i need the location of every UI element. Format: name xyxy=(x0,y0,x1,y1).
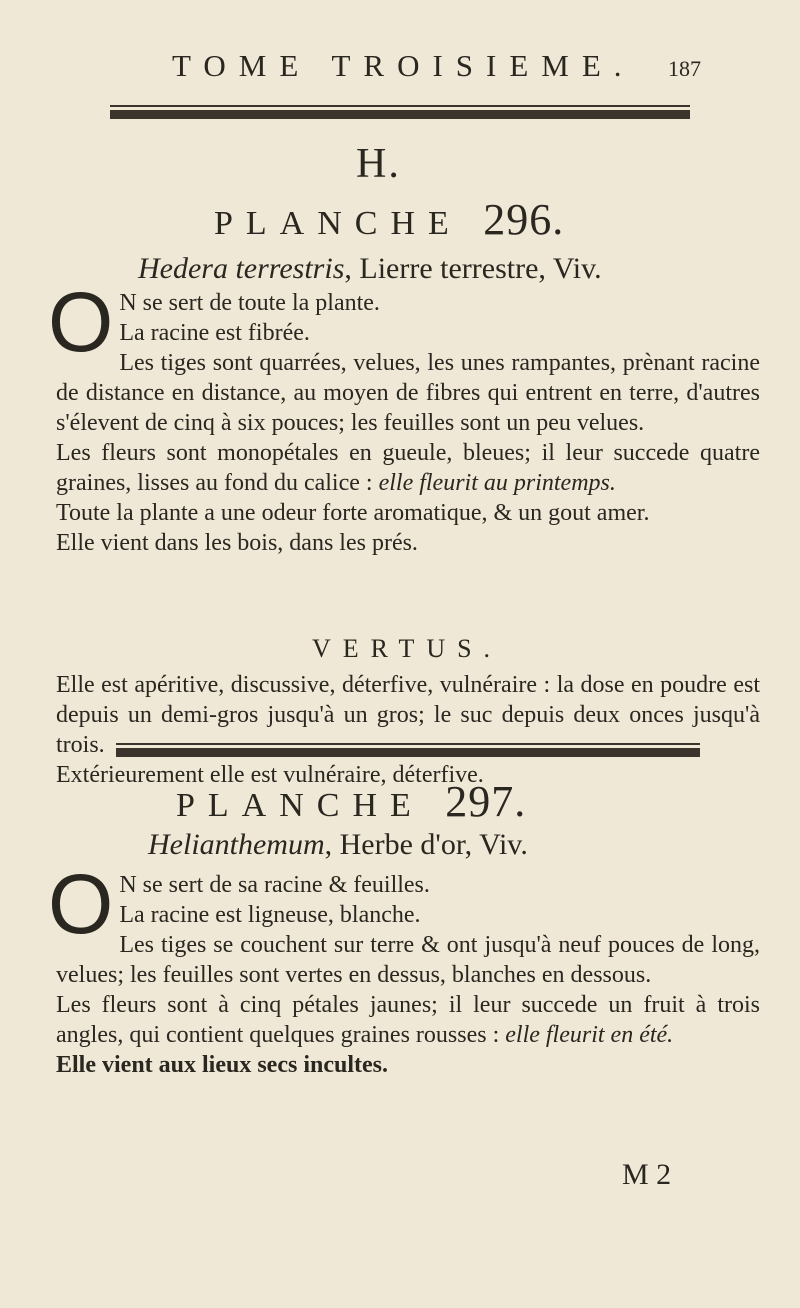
paragraph: Extérieurement elle est vulnéraire, déterfive. xyxy=(56,762,484,788)
latin-name: Helianthemum xyxy=(148,828,325,861)
paragraph: Elle vient aux lieux secs incultes. xyxy=(56,1052,388,1078)
paragraph-text: Les fleurs sont à cinq pétales jaunes; il leur succede un fruit à trois angles, qui contient quelques graines rousses : xyxy=(56,992,760,1048)
plate-number: 296. xyxy=(483,195,565,244)
plate-label: PLANCHE xyxy=(176,787,424,824)
paragraph: Toute la plante a une odeur forte aromatique, & un gout amer. xyxy=(56,500,650,526)
vertus-heading: VERTUS. xyxy=(312,634,503,663)
paragraph: Elle vient dans les bois, dans les prés. xyxy=(56,530,418,556)
top-ornamental-rule xyxy=(110,110,690,119)
paragraph: N se sert de toute la plante. xyxy=(119,290,380,316)
common-name: , Herbe d'or, Viv. xyxy=(324,828,528,861)
middle-ornamental-rule xyxy=(116,748,700,757)
plate-number: 297. xyxy=(445,777,527,826)
latin-name: Hedera terrestris xyxy=(138,252,345,285)
plate-label: PLANCHE xyxy=(214,205,462,242)
plate-296-heading xyxy=(214,194,564,245)
paragraph: Elle est apéritive, discussive, déterfive, vulnéraire : la dose en poudre est depuis un demi-gros jusqu'à un gros; le suc depuis deux onces jusqu'à trois. xyxy=(56,672,760,758)
drop-cap-o: O xyxy=(48,275,114,369)
flowering-note: elle fleurit au printemps. xyxy=(378,470,616,496)
paragraph: La racine est fibrée. xyxy=(119,320,310,346)
plate-297-heading xyxy=(176,776,526,827)
paragraph: Les tiges se couchent sur terre & ont jusqu'à neuf pouces de long, velues; les feuilles sont vertes en dessus, blanches en dessous. xyxy=(56,932,760,988)
plant-name-296 xyxy=(138,252,602,286)
paragraph-text: Les fleurs sont monopétales en gueule, bleues; il leur succede quatre graines, lisses au fond du calice : xyxy=(56,440,760,496)
page-number: 187 xyxy=(668,56,701,81)
common-name: , Lierre terrestre, Viv. xyxy=(344,252,602,285)
section-letter: H. xyxy=(356,141,401,187)
plate-296-text xyxy=(48,275,760,558)
plate-296-virtues xyxy=(48,670,760,790)
plant-name-297 xyxy=(148,828,528,862)
paragraph xyxy=(48,990,760,1050)
paragraph: La racine est ligneuse, blanche. xyxy=(119,902,421,928)
flowering-note: elle fleurit en été. xyxy=(505,1022,674,1048)
signature-mark: M 2 xyxy=(622,1158,672,1191)
plate-297-text xyxy=(48,857,760,1080)
running-title: TOME TROISIEME. xyxy=(172,48,635,83)
drop-cap-o: O xyxy=(48,857,114,951)
paragraph xyxy=(48,438,760,498)
paragraph: Les tiges sont quarrées, velues, les unes rampantes, prènant racine de distance en distance, au moyen de fibres qui entrent en terre, d'autres s'élevent de cinq à six pouces; les feuilles sont un peu velues. xyxy=(56,350,760,436)
paragraph: N se sert de sa racine & feuilles. xyxy=(119,872,430,898)
